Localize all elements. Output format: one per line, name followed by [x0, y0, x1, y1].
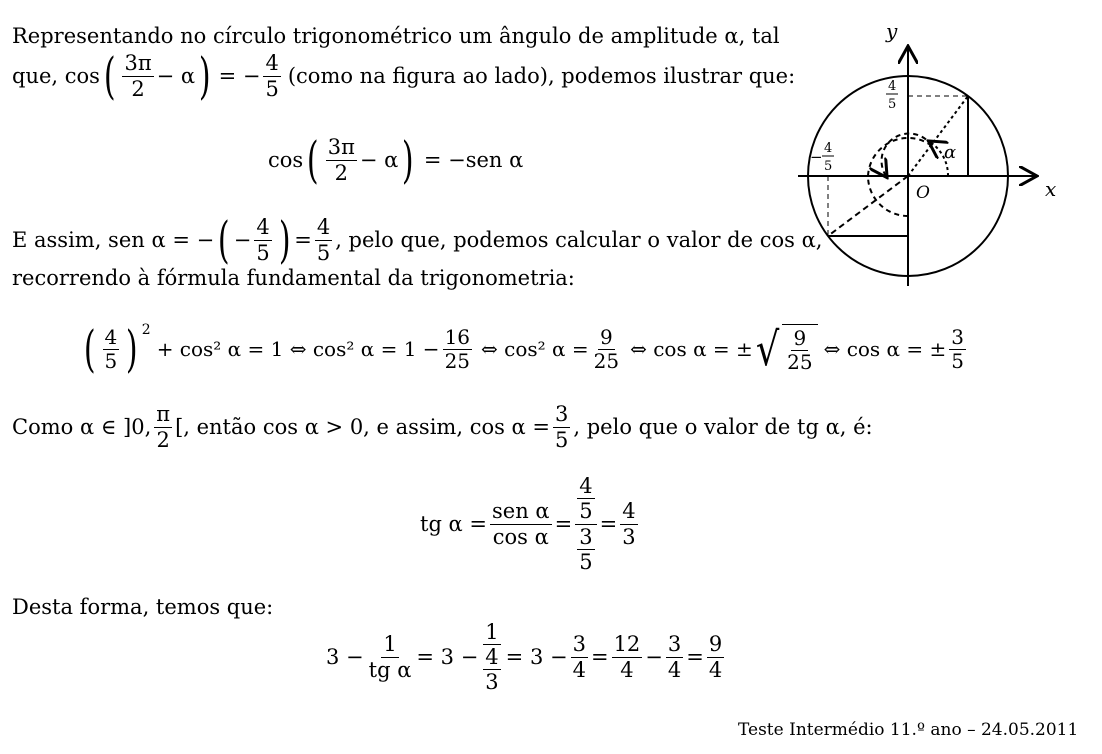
text: ⇔ cos² α = [481, 337, 589, 361]
y-tick-numerator: 4 [888, 79, 897, 94]
text: + cos² α = 1 ⇔ cos² α = 1 − [156, 337, 440, 361]
paragraph-1-line-2 [12, 47, 796, 105]
text: = [599, 512, 618, 536]
fraction: $\frac{\pi}{2}$ [156, 402, 171, 452]
exponent: 2 [141, 322, 151, 338]
text: = − [218, 64, 261, 88]
fraction: $\frac{4}{5}$ [316, 215, 331, 265]
square-root: √ $\frac{9}{25}$ [753, 324, 818, 374]
text: (como na figura ao lado), podemos ilustrar que: [287, 64, 796, 88]
x-tick-denominator: 5 [824, 159, 833, 174]
equation-3 [420, 470, 641, 578]
text: Como α ∈ ]0, [12, 415, 152, 439]
text: = [294, 228, 312, 252]
fraction: $\frac{3}{4}$ [572, 632, 586, 682]
unit-circle-figure [790, 18, 1070, 293]
compound-fraction: $\frac{1}{\frac{4}{3}}$ [485, 619, 499, 695]
y-tick-denominator: 5 [888, 97, 897, 112]
text: = [686, 645, 704, 669]
text: que, cos [12, 64, 100, 88]
paren: ( [218, 211, 230, 269]
dotted-radius [908, 96, 968, 176]
fraction: $\frac{1}{\text{tg α}}$ [368, 632, 412, 682]
paragraph-1-line-1: Representando no círculo trigonométrico um ângulo de amplitude α, tal [12, 24, 780, 48]
x-tick-numerator: 4 [824, 141, 833, 156]
text: , pelo que, podemos calcular o valor de cos α, [335, 228, 823, 252]
fraction: $\frac{4}{5}$ [256, 215, 270, 265]
paren: ) [402, 131, 414, 189]
text: = 3 − [505, 645, 568, 669]
y-axis-label: y [886, 19, 898, 43]
fraction: $\frac{3\pi}{2}$ [124, 51, 152, 101]
fraction: $\frac{9}{4}$ [708, 632, 723, 682]
fraction: $\frac{3}{5}$ [579, 524, 593, 574]
paragraph-2-line-2: recorrendo à fórmula fundamental da trigonometria: [12, 266, 575, 290]
text: = −sen α [423, 148, 524, 172]
text: [, então cos α > 0, e assim, cos α = [175, 415, 550, 439]
compound-fraction [575, 474, 596, 574]
text: 3 − [326, 645, 364, 669]
x-axis-label: x [1045, 177, 1057, 201]
text: tg α = [420, 512, 488, 536]
paren: ( [83, 320, 96, 378]
text: − α [359, 148, 399, 172]
paren: ( [307, 131, 319, 189]
alpha-label: α [944, 142, 957, 163]
origin-label: O [916, 183, 930, 203]
x-tick-minus: − [810, 148, 823, 166]
text: E assim, sen α = − [12, 228, 215, 252]
fraction: $\frac{12}{4}$ [613, 632, 641, 682]
fraction: $\frac{9}{25}$ [787, 326, 813, 374]
text: ⇔ cos α = ± [630, 337, 753, 361]
paragraph-2-line-1 [12, 211, 823, 269]
text: = [590, 645, 609, 669]
text: cos [268, 148, 304, 172]
text: − [645, 645, 663, 669]
fraction: $\frac{\text{sen α}}{\text{cos α}}$ [492, 499, 550, 549]
text: − [233, 228, 252, 252]
text: − α [156, 64, 196, 88]
fraction: $\frac{3}{5}$ [951, 324, 965, 373]
equation-1 [268, 132, 523, 188]
fraction: $\frac{4}{3}$ [485, 644, 499, 695]
fraction: $\frac{4}{5}$ [579, 474, 593, 524]
fraction: $\frac{3}{5}$ [555, 402, 569, 452]
paren: ) [278, 211, 291, 269]
text: = 3 − [416, 645, 479, 669]
fraction: $\frac{3}{4}$ [667, 632, 682, 682]
equation-2 [80, 318, 969, 380]
footer-source: Teste Intermédio 11.º ano – 24.05.2011 [738, 720, 1079, 740]
equation-4 [326, 612, 727, 702]
paren: ) [126, 320, 138, 378]
text: ⇔ cos α = ± [823, 337, 947, 361]
fraction: $\frac{9}{25}$ [593, 324, 620, 373]
paragraph-3 [12, 400, 873, 454]
text: , pelo que o valor de tg α, é: [573, 415, 873, 439]
fraction: $\frac{3\pi}{2}$ [327, 135, 355, 185]
fraction: $\frac{4}{5}$ [265, 51, 279, 101]
text: = [554, 512, 573, 536]
fraction: $\frac{4}{5}$ [104, 324, 118, 373]
fraction: $\frac{16}{25}$ [444, 324, 471, 373]
dashed-radius [828, 176, 908, 236]
paragraph-4: Desta forma, temos que: [12, 595, 274, 619]
fraction: $\frac{4}{3}$ [622, 499, 636, 549]
paren: ) [198, 47, 211, 105]
paren: ( [103, 47, 116, 105]
